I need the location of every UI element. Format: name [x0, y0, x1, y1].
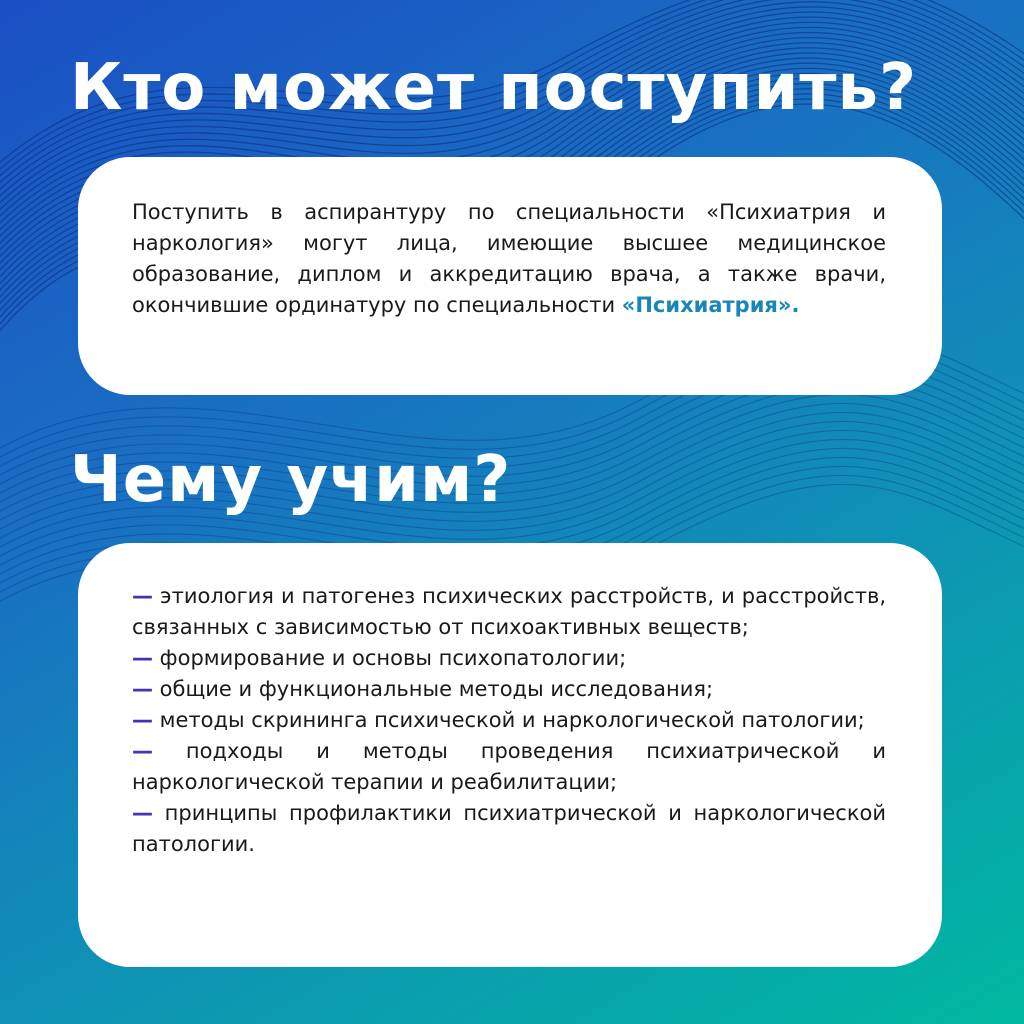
curriculum-item-text: общие и функциональные методы исследования; [153, 677, 714, 701]
curriculum-item-text: этиология и патогенез психических расстройств, и расстройств, связанных с зависимостью от психоактивных веществ; [132, 584, 886, 639]
admission-card [78, 157, 942, 395]
curriculum-item [132, 736, 886, 798]
curriculum-item [132, 674, 886, 705]
list-dash: — [132, 739, 153, 763]
curriculum-item-text: подходы и методы проведения психиатрической и наркологической терапии и реабилитации; [132, 739, 886, 794]
curriculum-card [78, 543, 942, 967]
list-dash: — [132, 677, 153, 701]
curriculum-item [132, 581, 886, 643]
list-dash: — [132, 708, 153, 732]
admission-heading: Кто может поступить? [70, 51, 918, 125]
curriculum-list [132, 581, 886, 860]
list-dash: — [132, 646, 153, 670]
curriculum-item-text: методы скрининга психической и наркологической патологии; [153, 708, 865, 732]
admission-specialty-highlight: «Психиатрия». [621, 293, 800, 317]
curriculum-heading: Чему учим? [70, 443, 512, 517]
curriculum-item-text: формирование и основы психопатологии; [153, 646, 627, 670]
list-dash: — [132, 584, 153, 608]
curriculum-item [132, 798, 886, 860]
curriculum-item-text: принципы профилактики психиатрической и наркологической патологии. [132, 801, 886, 856]
curriculum-item [132, 705, 886, 736]
admission-text [132, 197, 886, 321]
list-dash: — [132, 801, 153, 825]
curriculum-item [132, 643, 886, 674]
admission-body: Поступить в аспирантуру по специальности «Психиатрия и наркология» могут лица, имеющие высшее медицинское образование, диплом и аккредитацию врача, а также врачи, окончившие ординатуру по специальности [132, 200, 886, 317]
